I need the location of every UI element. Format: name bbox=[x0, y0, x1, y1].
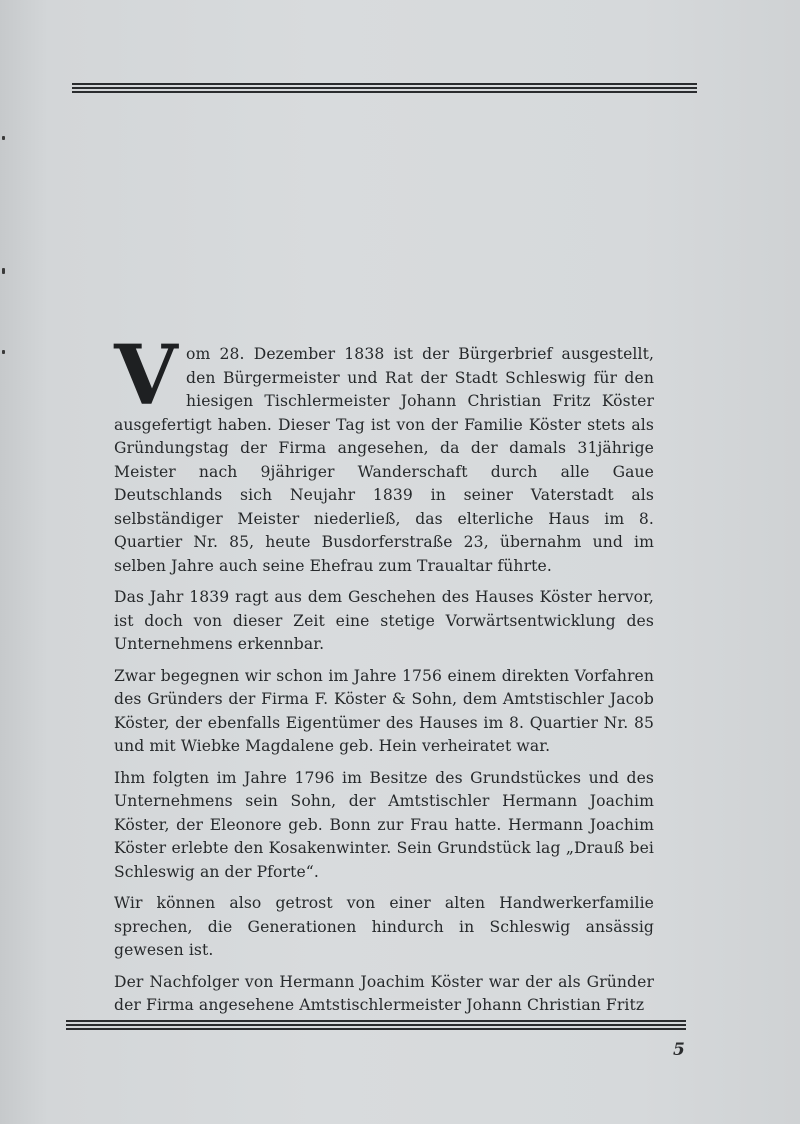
paragraph bbox=[114, 328, 654, 578]
paper-speck bbox=[2, 268, 5, 274]
paper-speck bbox=[2, 350, 5, 354]
bottom-rule bbox=[66, 1020, 686, 1032]
page-number: 5 bbox=[673, 1040, 685, 1060]
drop-cap-initial: V bbox=[114, 328, 178, 424]
paragraph: Das Jahr 1839 ragt aus dem Geschehen des Hauses Köster hervor, ist doch von dieser Zeit eine stetige Vorwärtsentwicklung des Unternehmens erkennbar. bbox=[114, 588, 654, 653]
paper-speck bbox=[2, 136, 5, 140]
paragraph: Zwar begegnen wir schon im Jahre 1756 einem direkten Vorfahren des Gründers der Firma F. Köster & Sohn, dem Amtstischler Jacob Köster, der ebenfalls Eigentümer des Hauses im 8. Quartier Nr. 85 und mit Wiebke Magdalene geb. Hein verheiratet war. bbox=[114, 666, 654, 755]
paragraph-text: om 28. Dezember 1838 ist der Bürgerbrief ausgestellt, den Bürgermeister und Rat der Stadt Schleswig für den hiesigen Tischlermeister Johann Christian Fritz Köster ausgefertigt haben. Dieser Tag ist von der Familie Köster stets als Gründungstag der Firma angesehen, da der damals 31jährige Meister nach 9jähriger Wanderschaft durch alle Gaue Deutschlands sich Neujahr 1839 in seiner Vaterstadt als selbständiger Meister niederließ, das elterliche Haus im 8. Quartier Nr. 85, heute Busdorferstraße 23, übernahm und im selben Jahre auch seine Ehefrau zum Traualtar führte. bbox=[114, 345, 654, 575]
top-rule bbox=[72, 83, 697, 95]
paragraph: Ihm folgten im Jahre 1796 im Besitze des Grundstückes und des Unternehmens sein Sohn, der Amtstischler Hermann Joachim Köster, der Eleonore geb. Bonn zur Frau hatte. Hermann Joachim Köster erlebte den Kosakenwinter. Sein Grundstück lag „Drauß bei Schleswig an der Pforte“. bbox=[114, 768, 654, 881]
paragraph: Wir können also getrost von einer alten Handwerkerfamilie sprechen, die Generationen hindurch in Schleswig ansässig gewesen ist. bbox=[114, 894, 654, 959]
paragraph: Der Nachfolger von Hermann Joachim Köster war der als Gründer der Firma angesehene Amtstischlermeister Johann Christian Fritz bbox=[114, 972, 654, 1014]
body-text bbox=[114, 328, 654, 1026]
